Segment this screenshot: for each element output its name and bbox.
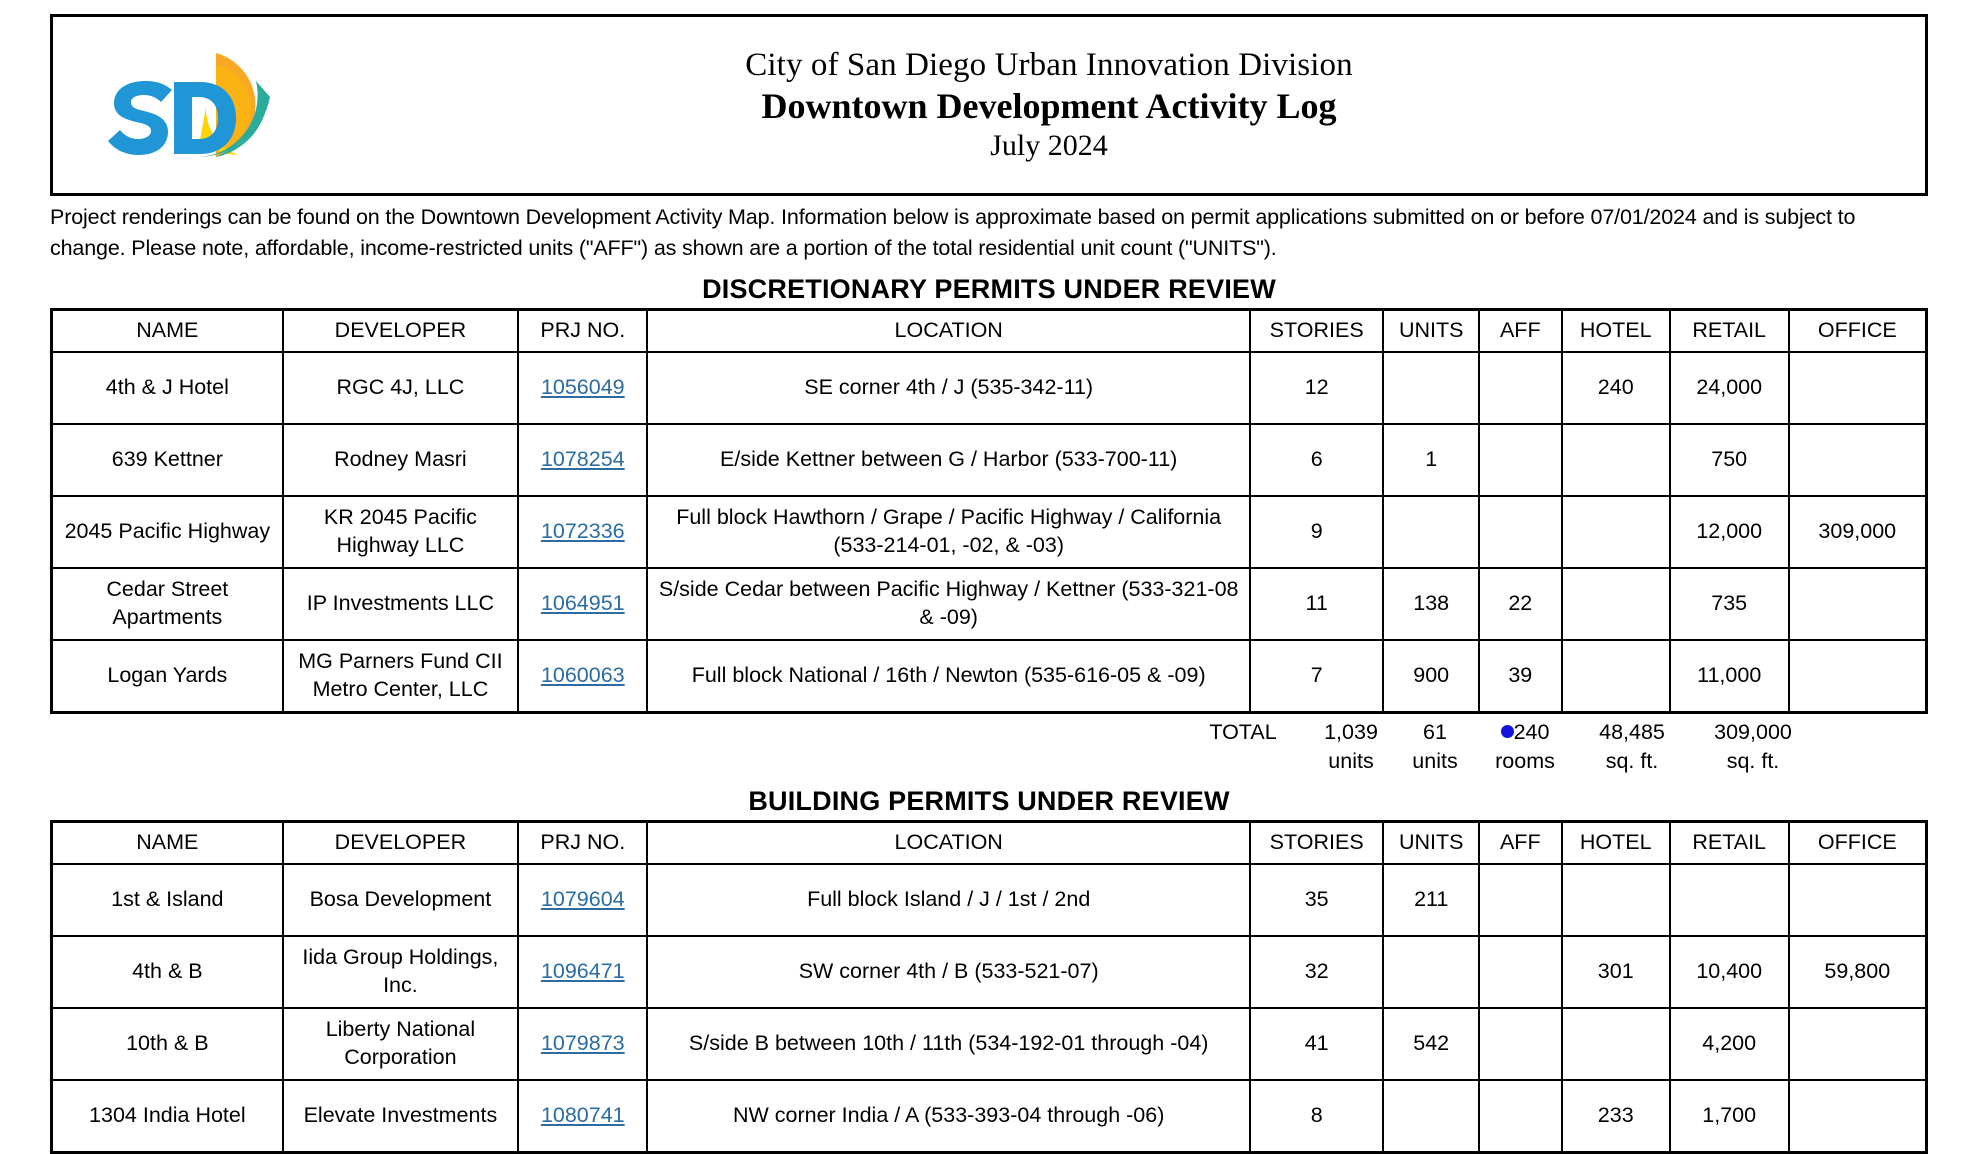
table-header-row xyxy=(52,822,1927,865)
table-row xyxy=(52,496,1927,568)
cell-prj-no xyxy=(518,864,647,936)
cell-units: 900 xyxy=(1383,640,1478,713)
page-title: Downtown Development Activity Log xyxy=(761,86,1337,127)
cell-aff: 39 xyxy=(1479,640,1562,713)
cell-aff xyxy=(1479,1008,1562,1080)
totals-hotel-value: 240 xyxy=(1513,720,1550,745)
table-row xyxy=(52,1008,1927,1080)
cell-stories: 35 xyxy=(1250,864,1384,936)
totals-spacer xyxy=(50,718,1180,776)
cell-units xyxy=(1383,936,1478,1008)
cell-location: SE corner 4th / J (535-342-11) xyxy=(647,352,1249,424)
cell-retail: 12,000 xyxy=(1670,496,1789,568)
cell-hotel: 233 xyxy=(1562,1080,1670,1153)
cell-name: 1304 India Hotel xyxy=(52,1080,283,1153)
cell-hotel xyxy=(1562,864,1670,936)
discretionary-permits-table xyxy=(50,308,1928,714)
cell-hotel xyxy=(1562,424,1670,496)
cell-stories: 8 xyxy=(1250,1080,1384,1153)
totals-retail xyxy=(1576,718,1688,776)
cell-name: 4th & J Hotel xyxy=(52,352,283,424)
cell-hotel: 240 xyxy=(1562,352,1670,424)
cell-stories: 12 xyxy=(1250,352,1384,424)
column-header-developer: DEVELOPER xyxy=(283,310,518,353)
table-row xyxy=(52,352,1927,424)
cell-aff xyxy=(1479,1080,1562,1153)
project-number-link[interactable]: 1079873 xyxy=(540,1031,625,1056)
project-number-link[interactable]: 1060063 xyxy=(540,663,625,688)
cell-hotel xyxy=(1562,496,1670,568)
cell-aff xyxy=(1479,936,1562,1008)
cell-prj-no xyxy=(518,352,647,424)
table-row xyxy=(52,936,1927,1008)
cell-developer: Elevate Investments xyxy=(283,1080,518,1153)
totals-office xyxy=(1688,718,1818,776)
cell-name: 1st & Island xyxy=(52,864,283,936)
project-number-link[interactable]: 1072336 xyxy=(540,519,625,544)
column-header-units: UNITS xyxy=(1383,310,1478,353)
totals-units-value: 1,039 xyxy=(1324,720,1378,745)
cell-units: 542 xyxy=(1383,1008,1478,1080)
totals-aff-suffix: units xyxy=(1412,749,1458,774)
project-number-link[interactable]: 1079604 xyxy=(540,887,625,912)
cell-aff xyxy=(1479,424,1562,496)
blue-dot-icon xyxy=(1501,725,1514,738)
table-row xyxy=(52,424,1927,496)
cell-name: Cedar Street Apartments xyxy=(52,568,283,640)
report-period: July 2024 xyxy=(990,128,1108,162)
table-row xyxy=(52,640,1927,713)
cell-prj-no xyxy=(518,568,647,640)
column-header-developer: DEVELOPER xyxy=(283,822,518,865)
column-header-office: OFFICE xyxy=(1789,822,1927,865)
column-header-prj-no: PRJ NO. xyxy=(518,310,647,353)
cell-developer: KR 2045 Pacific Highway LLC xyxy=(283,496,518,568)
cell-units: 138 xyxy=(1383,568,1478,640)
cell-prj-no xyxy=(518,640,647,713)
table-header-row xyxy=(52,310,1927,353)
column-header-hotel: HOTEL xyxy=(1562,822,1670,865)
column-header-prj-no: PRJ NO. xyxy=(518,822,647,865)
table-row xyxy=(52,568,1927,640)
cell-hotel xyxy=(1562,640,1670,713)
totals-hotel-suffix: rooms xyxy=(1495,749,1555,774)
cell-location: SW corner 4th / B (533-521-07) xyxy=(647,936,1249,1008)
cell-location: Full block Island / J / 1st / 2nd xyxy=(647,864,1249,936)
document-page xyxy=(0,14,1978,1127)
cell-location: S/side Cedar between Pacific Highway / Kettner (533-321-08 & -09) xyxy=(647,568,1249,640)
project-number-link[interactable]: 1064951 xyxy=(540,591,625,616)
cell-stories: 11 xyxy=(1250,568,1384,640)
cell-stories: 6 xyxy=(1250,424,1384,496)
column-header-stories: STORIES xyxy=(1250,822,1384,865)
cell-retail: 735 xyxy=(1670,568,1789,640)
totals-aff xyxy=(1396,718,1474,776)
cell-prj-no xyxy=(518,936,647,1008)
cell-name: 10th & B xyxy=(52,1008,283,1080)
cell-hotel: 301 xyxy=(1562,936,1670,1008)
cell-developer: MG Parners Fund CII Metro Center, LLC xyxy=(283,640,518,713)
cell-name: 4th & B xyxy=(52,936,283,1008)
disclaimer-text: Project renderings can be found on the Downtown Development Activity Map. Information below is approximate based on permit applications submitted on or before 07/01/2024 and is subject to change. Please note, affordable, income-restricted units ("AFF") as shown are a portion of the total residential unit count ("UNITS"). xyxy=(50,205,1856,261)
cell-location: Full block Hawthorn / Grape / Pacific Highway / California (533-214-01, -02, & -03) xyxy=(647,496,1249,568)
column-header-retail: RETAIL xyxy=(1670,822,1789,865)
cell-location: S/side B between 10th / 11th (534-192-01 through -04) xyxy=(647,1008,1249,1080)
totals-retail-suffix: sq. ft. xyxy=(1605,749,1659,774)
column-header-units: UNITS xyxy=(1383,822,1478,865)
column-header-aff: AFF xyxy=(1479,310,1562,353)
cell-retail: 750 xyxy=(1670,424,1789,496)
cell-prj-no xyxy=(518,1008,647,1080)
column-header-retail: RETAIL xyxy=(1670,310,1789,353)
san-diego-sd-logo-icon xyxy=(88,45,318,165)
totals-units-suffix: units xyxy=(1328,749,1374,774)
cell-developer: IP Investments LLC xyxy=(283,568,518,640)
cell-stories: 32 xyxy=(1250,936,1384,1008)
discretionary-totals-row xyxy=(50,718,1928,776)
cell-location: Full block National / 16th / Newton (535-616-05 & -09) xyxy=(647,640,1249,713)
logo-cell xyxy=(53,17,353,193)
cell-prj-no xyxy=(518,1080,647,1153)
cell-office: 59,800 xyxy=(1789,936,1927,1008)
cell-office xyxy=(1789,352,1927,424)
cell-office xyxy=(1789,424,1927,496)
totals-office-suffix: sq. ft. xyxy=(1726,749,1780,774)
cell-developer: RGC 4J, LLC xyxy=(283,352,518,424)
column-header-location: LOCATION xyxy=(647,310,1249,353)
column-header-name: NAME xyxy=(52,310,283,353)
totals-hotel xyxy=(1474,718,1576,776)
cell-units: 1 xyxy=(1383,424,1478,496)
building-permits-table xyxy=(50,820,1928,1154)
project-number-link[interactable]: 1096471 xyxy=(540,959,625,984)
column-header-aff: AFF xyxy=(1479,822,1562,865)
cell-name: 2045 Pacific Highway xyxy=(52,496,283,568)
cell-location: NW corner India / A (533-393-04 through -06) xyxy=(647,1080,1249,1153)
cell-units xyxy=(1383,352,1478,424)
column-header-stories: STORIES xyxy=(1250,310,1384,353)
section-title-building: BUILDING PERMITS UNDER REVIEW xyxy=(748,786,1230,817)
project-number-link[interactable]: 1056049 xyxy=(540,375,625,400)
totals-hotel-line xyxy=(1474,718,1576,747)
totals-units xyxy=(1306,718,1396,776)
cell-units xyxy=(1383,496,1478,568)
totals-retail-value: 48,485 xyxy=(1599,720,1665,745)
document-title-block xyxy=(353,46,1925,163)
project-number-link[interactable]: 1080741 xyxy=(540,1103,625,1128)
cell-units xyxy=(1383,1080,1478,1153)
column-header-name: NAME xyxy=(52,822,283,865)
cell-aff xyxy=(1479,496,1562,568)
cell-office xyxy=(1789,568,1927,640)
cell-office xyxy=(1789,864,1927,936)
cell-units: 211 xyxy=(1383,864,1478,936)
column-header-office: OFFICE xyxy=(1789,310,1927,353)
table-row xyxy=(52,864,1927,936)
cell-retail: 1,700 xyxy=(1670,1080,1789,1153)
cell-name: 639 Kettner xyxy=(52,424,283,496)
cell-retail: 24,000 xyxy=(1670,352,1789,424)
cell-stories: 7 xyxy=(1250,640,1384,713)
cell-hotel xyxy=(1562,568,1670,640)
cell-retail: 10,400 xyxy=(1670,936,1789,1008)
cell-office xyxy=(1789,1080,1927,1153)
cell-developer: Iida Group Holdings, Inc. xyxy=(283,936,518,1008)
table-row xyxy=(52,1080,1927,1153)
totals-label: TOTAL xyxy=(1209,720,1277,745)
totals-office-value: 309,000 xyxy=(1714,720,1792,745)
cell-office xyxy=(1789,640,1927,713)
cell-office xyxy=(1789,1008,1927,1080)
cell-prj-no xyxy=(518,496,647,568)
cell-hotel xyxy=(1562,1008,1670,1080)
cell-retail: 4,200 xyxy=(1670,1008,1789,1080)
section-title-discretionary: DISCRETIONARY PERMITS UNDER REVIEW xyxy=(702,274,1276,305)
cell-developer: Liberty National Corporation xyxy=(283,1008,518,1080)
column-header-location: LOCATION xyxy=(647,822,1249,865)
cell-prj-no xyxy=(518,424,647,496)
cell-location: E/side Kettner between G / Harbor (533-700-11) xyxy=(647,424,1249,496)
project-number-link[interactable]: 1078254 xyxy=(540,447,625,472)
organization-line: City of San Diego Urban Innovation Division xyxy=(745,47,1353,84)
cell-stories: 41 xyxy=(1250,1008,1384,1080)
cell-aff xyxy=(1479,864,1562,936)
totals-aff-value: 61 xyxy=(1423,720,1447,745)
cell-office: 309,000 xyxy=(1789,496,1927,568)
document-header-banner xyxy=(50,14,1928,196)
cell-stories: 9 xyxy=(1250,496,1384,568)
column-header-hotel: HOTEL xyxy=(1562,310,1670,353)
cell-developer: Bosa Development xyxy=(283,864,518,936)
cell-developer: Rodney Masri xyxy=(283,424,518,496)
cell-name: Logan Yards xyxy=(52,640,283,713)
cell-aff: 22 xyxy=(1479,568,1562,640)
cell-aff xyxy=(1479,352,1562,424)
cell-retail xyxy=(1670,864,1789,936)
cell-retail: 11,000 xyxy=(1670,640,1789,713)
